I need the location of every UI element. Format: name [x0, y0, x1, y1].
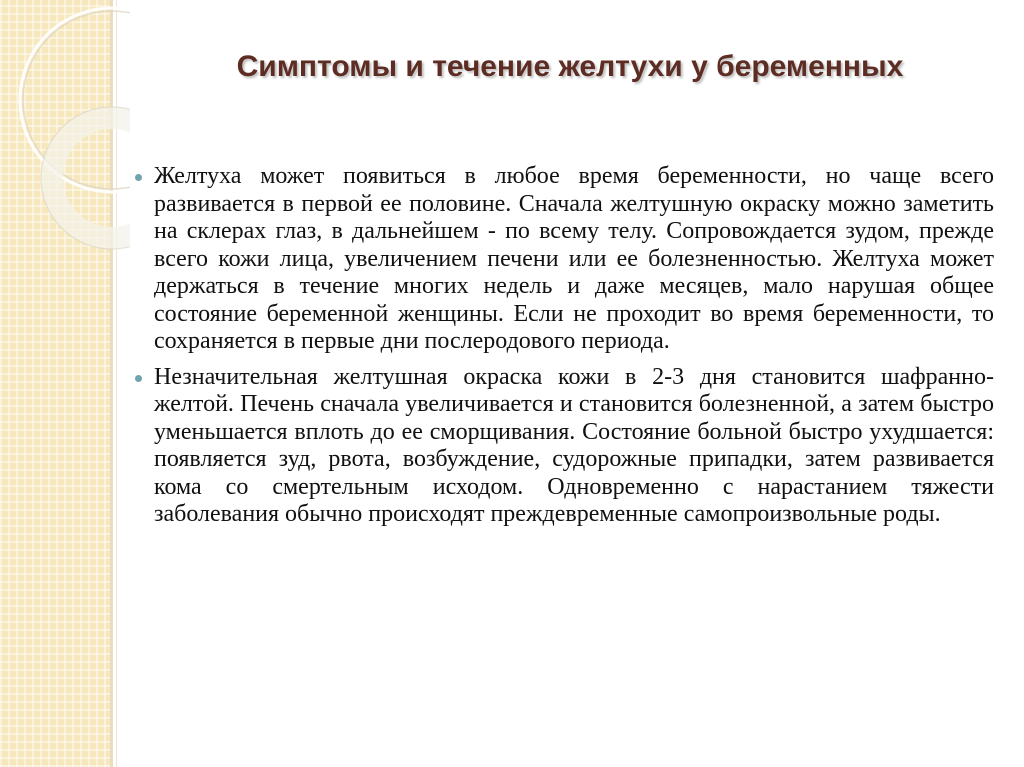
bullet-item	[132, 163, 994, 356]
bullet-item	[132, 364, 994, 529]
bullet-icon	[135, 375, 142, 382]
bullet-text: Незначительная желтушная окраска кожи в 2-3 дня становится шафранно-желтой. Печень сначала увеличивается и становится болезненной, а затем быстро уменьшается вплоть до ее сморщивания. Состояние больной быстро ухудшается: появляется зуд, рвота, возбуждение, судорожные припадки, затем развивается кома со смертельным исходом. Одновременно с нарастанием тяжести заболевания обычно происходят преждевременные самопроизвольные роды.	[154, 363, 994, 527]
bullet-icon	[135, 174, 142, 181]
bullet-text: Желтуха может появиться в любое время беременности, но чаще всего развивается в первой ее половине. Сначала желтушную окраску можно заметить на склерах глаз, в дальнейшем - по всему телу. Сопровождается зудом, прежде всего кожи лица, увеличением печени или ее болезненностью. Желтуха может держаться в течение многих недель и даже месяцев, мало нарушая общее состояние беременной женщины. Если не проходит во время беременности, то сохраняется в первые дни послеродового периода.	[154, 163, 994, 354]
slide-title: Симптомы и течение желтухи у беременных	[236, 50, 904, 83]
decorative-circles	[0, 0, 130, 300]
slide-content	[132, 163, 994, 537]
